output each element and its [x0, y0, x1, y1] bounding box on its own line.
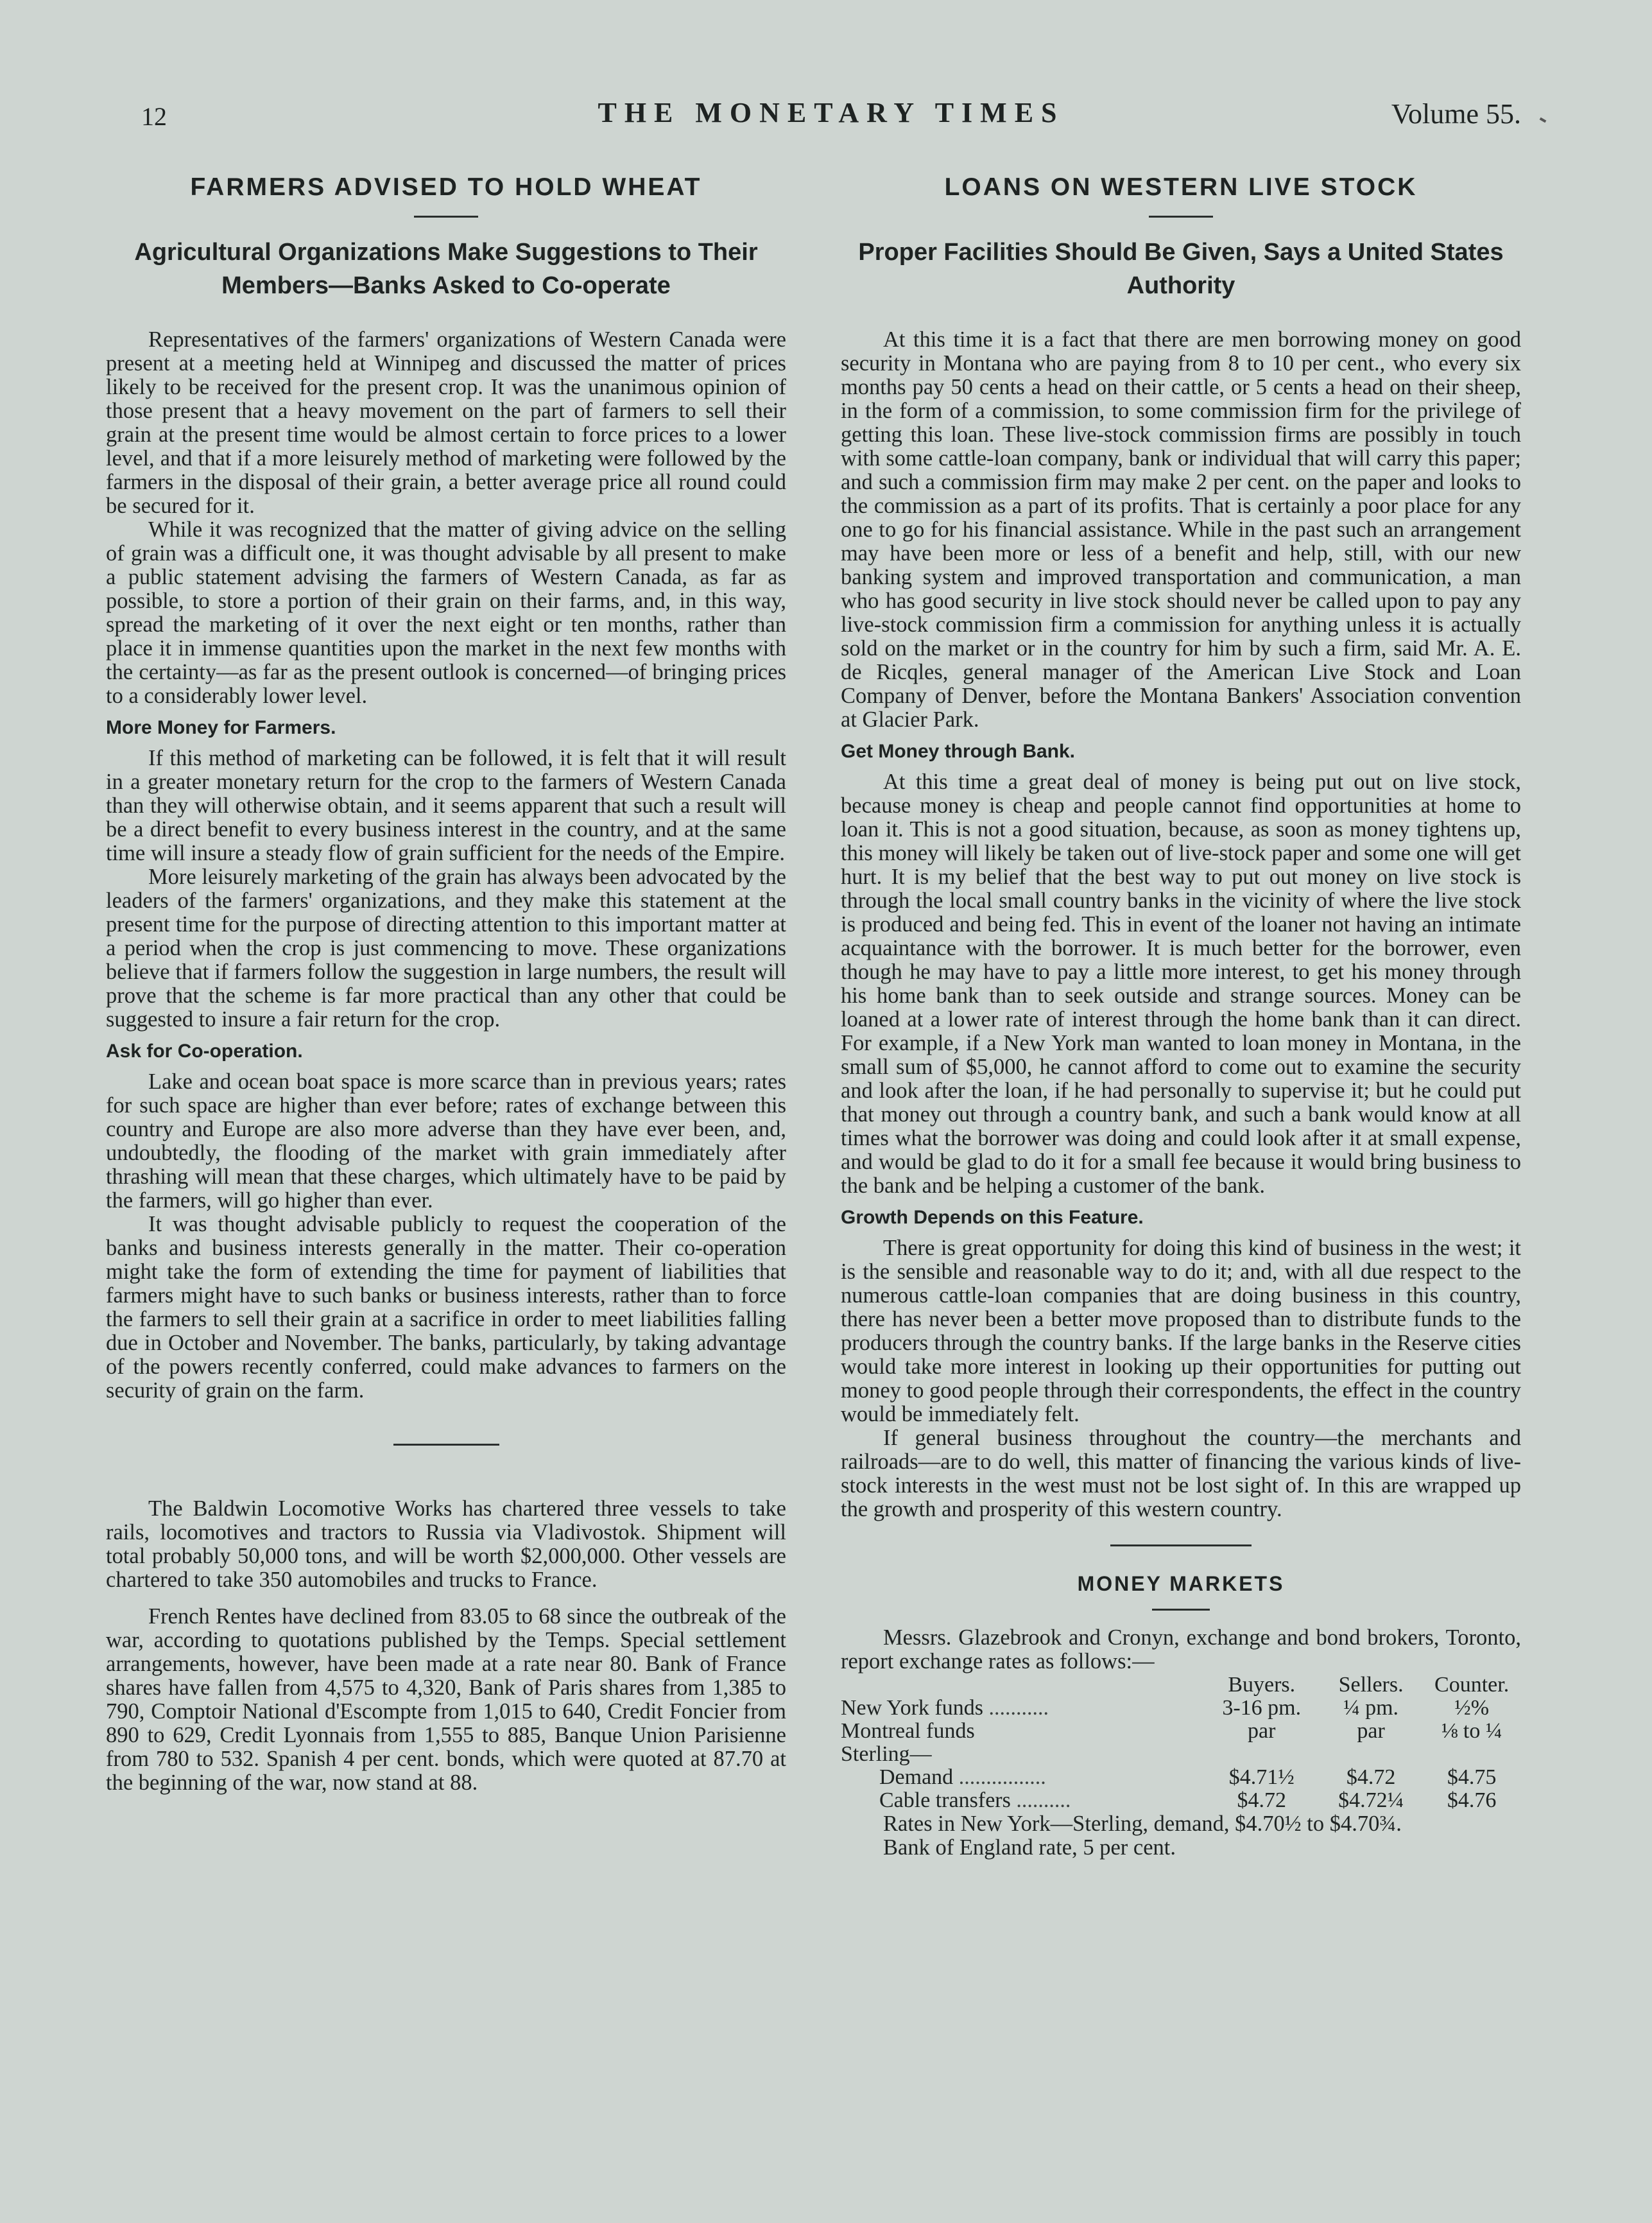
row-label: New York funds: [841, 1696, 983, 1720]
news-note: French Rentes have declined from 83.05 to 68 since the outbreak of the war, according to quotations published by the Temps. Special settlement arrangements, however, have been made at a rate near 80. Bank of France shares have fallen from 4,575 to 4,320, Bank of Paris shares from 1,385 to 790, Comptoir National d'Escompte from 1,015 to 640, Credit Foncier from 890 to 629, Credit Lyonnais from 1,555 to 885, Banque Union Parisienne from 780 to 532. Spanish 4 per cent. bonds, which were quoted at 87.70 at the beginning of the war, now stand at 88.: [106, 1604, 786, 1795]
left-column: [106, 173, 786, 1795]
col-header-buyers: Buyers.: [1228, 1673, 1296, 1697]
right-column: [841, 173, 1521, 1860]
paragraph: At this time it is a fact that there are men borrowing money on good security in Montana who are paying from 8 to 10 per cent., who every six months pay 50 cents a head on their cattle, or 5 cents a head on their sheep, in the form of a commission, to some commission firm for the privilege of getting this loan. These live-stock commission firms are possibly in touch with some cattle-loan company, bank or individual that will carry this paper; and such a commission firm may make 2 per cent. on the paper and looks to the commission as a part of its profits. That is certainly a poor place for any one to go for his financial assistance. While in the past such an arrangement may have been more or less of a benefit and help, still, with our new banking system and improved transportation and communication, a man who has good security in live stock should never be called upon to pay any live-stock commission firm a commission for anything unless it is actually sold on the market or in the country for him by such a firm, said Mr. A. E. de Ricqles, general manager of the American Live Stock and Loan Company of Denver, before the Montana Bankers' Association convention at Glacier Park.: [841, 327, 1521, 732]
subheading: Ask for Co-operation.: [106, 1041, 303, 1062]
paragraph: More leisurely marketing of the grain has always been advocated by the leaders of the farmers' organizations, and they make this statement at the present time for the purpose of directing attention to this important matter at a period when the crop is just commencing to move. These organizations believe that if farmers follow the suggestion in large numbers, the result will prove that the scheme is far more practical than any other that could be suggested to insure a fair return for the crop.: [106, 865, 786, 1032]
table-header-row: [841, 1674, 1521, 1697]
money-markets-intro: Messrs. Glazebrook and Cronyn, exchange and bond brokers, Toronto, report exchange rates as follows:—: [841, 1625, 1521, 1674]
money-markets-title: MONEY MARKETS: [1077, 1572, 1285, 1595]
cell-counter: ½%: [1454, 1696, 1490, 1720]
paragraph: Lake and ocean boat space is more scarce than in previous years; rates for such space are higher than ever before; rates of exchange between this country and Europe are also more adverse than they have ever been, and, undoubtedly, the flooding of the market with grain immediately after thrashing will mean that these charges, which ultimately have to be paid by the farmers, will go higher than ever.: [106, 1069, 786, 1213]
journal-title: THE MONETARY TIMES: [598, 97, 1065, 128]
row-label: Sterling—: [841, 1742, 932, 1766]
paragraph: If this method of marketing can be followed, it is felt that it will result in a greater monetary return for the crop to the farmers of Western Canada than they will otherwise obtain, and it seems apparent that such a result will be a direct benefit to every business interest in the country, and at the same time will insure a steady flow of grain sufficient for the needs of the Empire.: [106, 746, 786, 865]
col-header-counter: Counter.: [1434, 1673, 1510, 1697]
right-article-deck: Proper Facilities Should Be Given, Says a United States Authority: [858, 239, 1504, 299]
section-divider: [1110, 1544, 1252, 1546]
cell-buyers: par: [1248, 1719, 1276, 1743]
cell-counter: $4.76: [1447, 1788, 1497, 1812]
row-label: Demand: [879, 1765, 954, 1789]
table-row: [841, 1720, 1521, 1743]
cell-counter: $4.75: [1447, 1765, 1497, 1789]
paragraph: It was thought advisable publicly to request the cooperation of the banks and business interests generally in the matter. Their co-operation might take the form of extending the time for payment of liabilities that farmers might have to such banks or business interests, rather than to force the farmers to sell their grain at a sacrifice in order to meet liabilities falling due in October and November. The banks, particularly, by taking advantage of the powers recently conferred, could make advances to farmers on the security of grain on the farm.: [106, 1212, 786, 1403]
left-article-title: FARMERS ADVISED TO HOLD WHEAT: [190, 173, 702, 201]
cell-buyers: 3-16 pm.: [1222, 1696, 1302, 1720]
page-number: 12: [141, 102, 167, 131]
right-article-title: LOANS ON WESTERN LIVE STOCK: [944, 173, 1418, 201]
cell-sellers: par: [1357, 1719, 1385, 1743]
cell-sellers: $4.72: [1346, 1765, 1396, 1789]
section-divider: [393, 1444, 499, 1446]
cell-buyers: $4.71½: [1228, 1765, 1295, 1789]
paragraph: Representatives of the farmers' organizations of Western Canada were present at a meeting held at Winnipeg and discussed the matter of prices likely to be received for the present crop. It was the unanimous opinion of those present that a heavy movement on the part of farmers to sell their grain at the present time would be almost certain to force prices to a lower level, and that if a more leisurely method of marketing were followed by the farmers in the disposal of their grain, a better average price all round could be secured for it.: [106, 327, 786, 518]
boe-rate-note: Bank of England rate, 5 per cent.: [883, 1835, 1176, 1860]
title-rule: [1149, 216, 1213, 218]
subheading: More Money for Farmers.: [106, 717, 336, 738]
table-row: [841, 1743, 1521, 1766]
volume-label: Volume 55.: [1391, 98, 1521, 130]
row-label: Montreal funds: [841, 1719, 975, 1743]
cell-buyers: $4.72: [1237, 1788, 1286, 1812]
row-label: Cable transfers: [879, 1788, 1011, 1812]
running-head: [141, 97, 1521, 140]
news-note: The Baldwin Locomotive Works has chartered three vessels to take rails, locomotives and tractors to Russia via Vladivostok. Shipment will total probably 50,000 tons, and will be worth $2,000,000. Other vessels are chartered to take 350 automobiles and trucks to France.: [106, 1496, 786, 1592]
subheading: Growth Depends on this Feature.: [841, 1207, 1144, 1228]
table-row: Cable transfers .......... $4.72 $4.72¼ $4.76: [841, 1789, 1521, 1812]
ny-rates-note: Rates in New York—Sterling, demand, $4.70½ to $4.70¾.: [883, 1812, 1402, 1836]
title-rule: [414, 216, 478, 218]
cell-sellers: $4.72¼: [1338, 1788, 1404, 1812]
title-rule: [1152, 1609, 1210, 1611]
cell-sellers: ¼ pm.: [1343, 1696, 1399, 1720]
exchange-rates-table: [841, 1674, 1521, 1812]
table-row: New York funds ........... 3-16 pm. ¼ pm. ½%: [841, 1697, 1521, 1720]
col-header-sellers: Sellers.: [1338, 1673, 1404, 1697]
paragraph: At this time a great deal of money is being put out on live stock, because money is cheap and people cannot find opportunities at home to loan it. This is not a good situation, because, as soon as money tightens up, this money will likely be taken out of live-stock paper and some one will get hurt. It is my belief that the best way to put out money on live stock is through the local small country banks in the vicinity of where the live stock is produced and being fed. This in event of the loaner not having an intimate acquaintance with the borrower. It is much better for the borrower, even though he may have to pay a little more interest, to get his money through his home bank than to seek outside and strange sources. Money can be loaned at a lower rate of interest through the home bank than it can direct. For example, if a New York man wanted to loan money in Montana, in the small sum of $5,000, he cannot afford to come out to examine the security and look after the loan, if he had personally to supervise it; but he could put that money out through a country bank, and such a bank would know at all times what the borrower was doing and could look after it at small expense, and would be glad to do it for a small fee because it would bring business to the bank and be helping a customer of the bank.: [841, 770, 1521, 1198]
margin-mark: [1540, 117, 1547, 123]
paragraph: While it was recognized that the matter of giving advice on the selling of grain was a difficult one, it was thought advisable by all present to make a public statement advising the farmers of Western Canada, as far as possible, to store a portion of their grain on their farms, and, in this way, spread the marketing of it over the next eight or ten months, rather than place it in immense quantities upon the market in the next few months with the certainty—as far as the present outlook is concerned—of bringing prices to a considerably lower level.: [106, 517, 786, 708]
table-row: Demand ................ $4.71½ $4.72 $4.75: [841, 1766, 1521, 1789]
paragraph: There is great opportunity for doing this kind of business in the west; it is the sensible and reasonable way to do it; and, with all due respect to the numerous cattle-loan companies that are doing business in this country, there has never been a better move proposed than to distribute funds to the producers through the country banks. If the large banks in the Reserve cities would take more interest in looking up their opportunities for putting out money to good people through their correspondents, the effect in the country would be immediately felt.: [841, 1236, 1521, 1426]
paragraph: If general business throughout the country—the merchants and railroads—are to do well, this matter of financing the various kinds of live-stock interests in the west must not be lost sight of. In this are wrapped up the growth and prosperity of this western country.: [841, 1426, 1521, 1521]
subheading: Get Money through Bank.: [841, 741, 1076, 762]
left-article-deck: Agricultural Organizations Make Suggestions to Their Members—Banks Asked to Co-operate: [134, 239, 758, 299]
cell-counter: ⅛ to ¼: [1441, 1719, 1502, 1743]
